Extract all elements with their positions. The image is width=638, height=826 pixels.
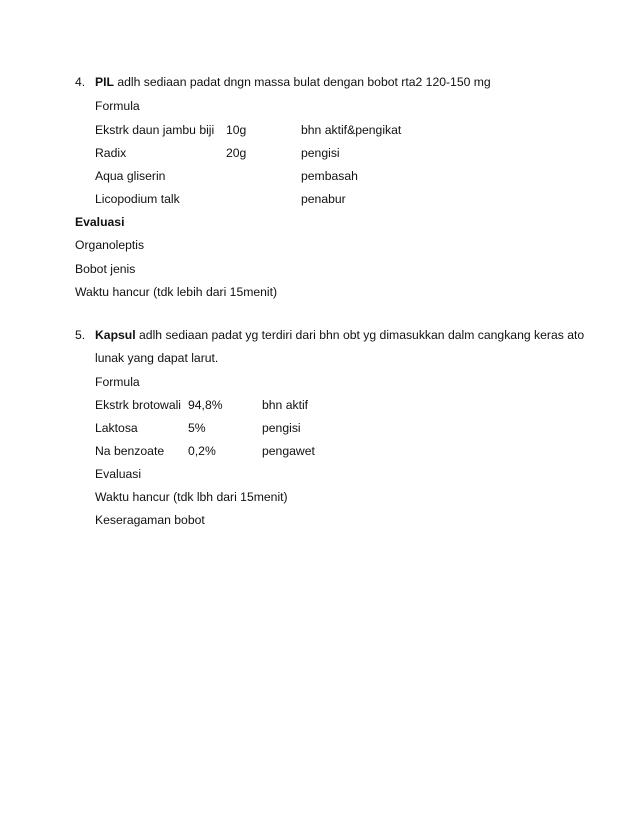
item4-formula-name: Licopodium talk [95,192,180,206]
item5-formula-role: pengisi [262,421,301,435]
item4-formula-label: Formula [95,99,140,113]
item4-number: 4. [75,75,86,89]
item4-formula-amount: 20g [226,146,247,160]
item5-formula-amount: 94,8% [188,398,223,412]
item5-definition [95,327,584,343]
item4-formula-role: bhn aktif&pengikat [301,123,402,137]
item5-term: Kapsul [95,328,136,342]
item4-formula-name: Radix [95,146,127,160]
item5-evaluation-item: Waktu hancur (tdk lbh dari 15menit) [95,490,288,504]
item5-formula-name: Na benzoate [95,444,165,458]
item5-formula-label: Formula [95,375,140,389]
item4-definition-text: adlh sediaan padat dngn massa bulat dengan bobot rta2 120-150 mg [113,75,491,89]
item5-evaluation-heading: Evaluasi [95,467,142,481]
item4-evaluation-heading: Evaluasi [75,215,125,229]
item4-formula-name: Aqua gliserin [95,169,166,183]
item4-evaluation-item: Organoleptis [75,238,145,252]
item5-formula-role: bhn aktif [262,398,309,412]
item5-formula-name: Laktosa [95,421,138,435]
item4-formula-role: penabur [301,192,346,206]
item5-formula-amount: 5% [188,421,206,435]
item4-formula-name: Ekstrk daun jambu biji [95,123,215,137]
item5-formula-role: pengawet [262,444,315,458]
item4-definition [95,74,491,90]
item5-formula-name: Ekstrk brotowali [95,398,182,412]
item4-term: PIL [95,75,114,89]
item4-formula-role: pengisi [301,146,340,160]
item4-formula-amount: 10g [226,123,247,137]
item5-formula-amount: 0,2% [188,444,216,458]
item4-evaluation-item: Waktu hancur (tdk lebih dari 15menit) [75,285,278,299]
item4-formula-role: pembasah [301,169,358,183]
item4-evaluation-item: Bobot jenis [75,262,136,276]
item5-definition-line2: lunak yang dapat larut. [95,351,219,365]
item5-number: 5. [75,328,86,342]
item5-definition-text: adlh sediaan padat yg terdiri dari bhn obt yg dimasukkan dalm cangkang keras ato [135,328,585,342]
item5-evaluation-item: Keseragaman bobot [95,513,205,527]
